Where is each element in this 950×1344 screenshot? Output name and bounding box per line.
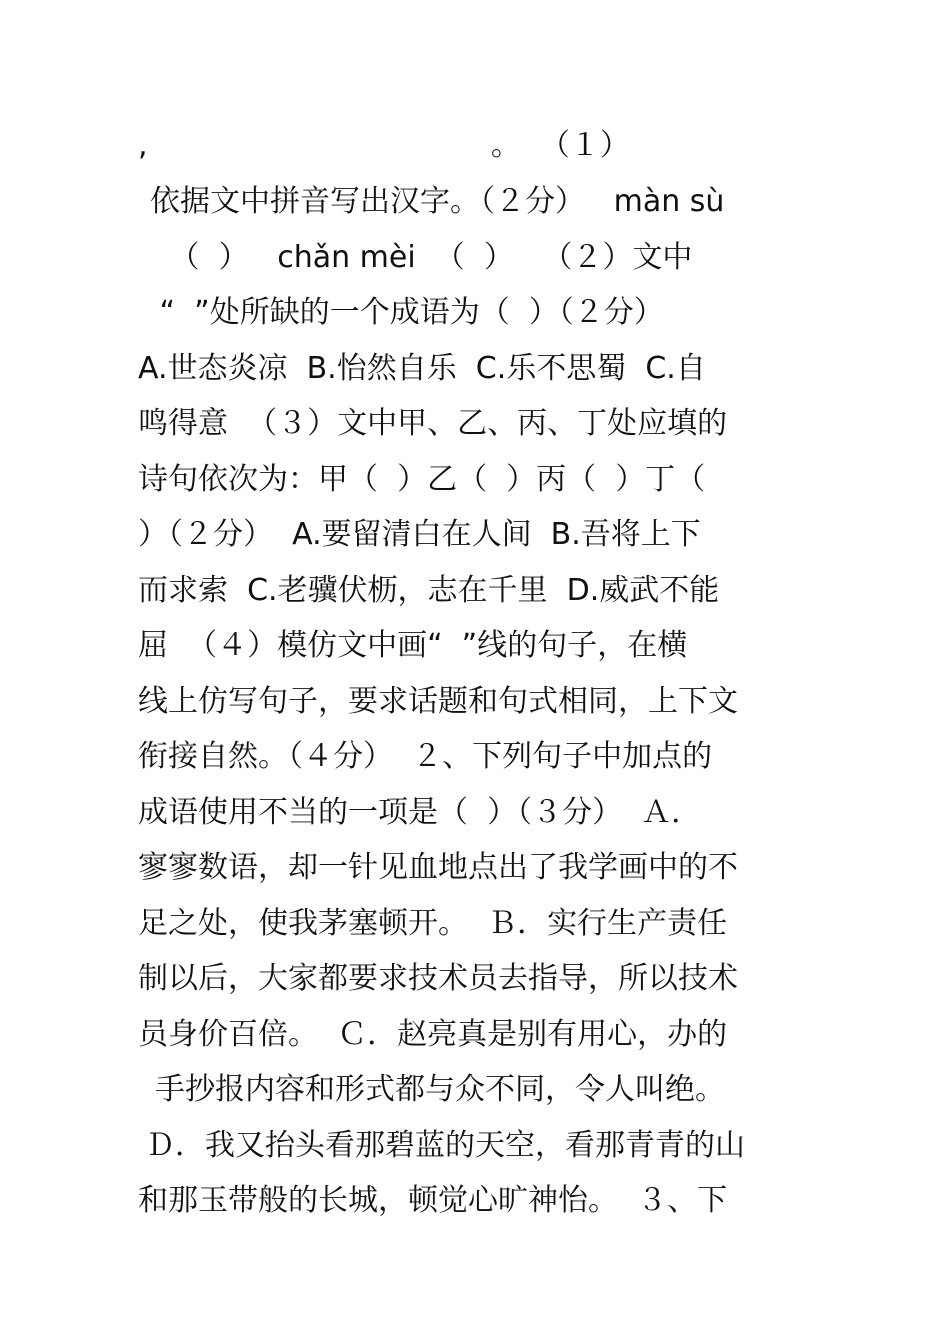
text-line: 鸣得意 （３）文中甲、乙、丙、丁处应填的 [138,406,728,441]
text-line: 线上仿写句子，要求话题和句式相同，上下文 [138,684,738,719]
text-line: A.世态炎凉 B.怡然自乐 C.乐不思蜀 C.自 [138,351,706,386]
text-line: 衔接自然。（４分） ２、下列句子中加点的 [138,739,713,774]
text-line: 足之处，使我茅塞顿开。 Ｂ．实行生产责任 [138,906,728,941]
text-line: 员身价百倍。 Ｃ．赵亮真是别有用心，办的 [138,1017,728,1052]
text-line: “ ”处所缺的一个成语为（ ）（２分） [150,295,664,330]
text-line: 制以后，大家都要求技术员去指导，所以技术 [138,961,738,996]
text-line: 寥寥数语，却一针见血地点出了我学画中的不 [138,850,738,885]
text-line: 成语使用不当的一项是（ ）（３分） Ａ． [138,795,702,830]
text-line: Ｄ．我又抬头看那碧蓝的天空，看那青青的山 [145,1128,745,1163]
text-line: （ ） chǎn mèi （ ） （２）文中 [160,240,693,275]
text-line: 依据文中拼音写出汉字。（２分） màn sù [150,184,725,219]
text-line: 诗句依次为：甲（ ）乙（ ）丙（ ）丁（ [138,462,706,497]
text-line: 手抄报内容和形式都与众不同，令人叫绝。 [155,1072,725,1107]
text-line: , 。 （１） [138,128,630,163]
text-line: 和那玉带般的长城，顿觉心旷神怡。 ３、下 [138,1183,728,1218]
text-line: ）（２分） A.要留清白在人间 B.吾将上下 [138,517,701,552]
text-line: 屈 （４）模仿文中画“ ”线的句子，在横 [138,628,688,663]
text-line: 而求索 C.老骥伏枥，志在千里 D.威武不能 [138,573,720,608]
